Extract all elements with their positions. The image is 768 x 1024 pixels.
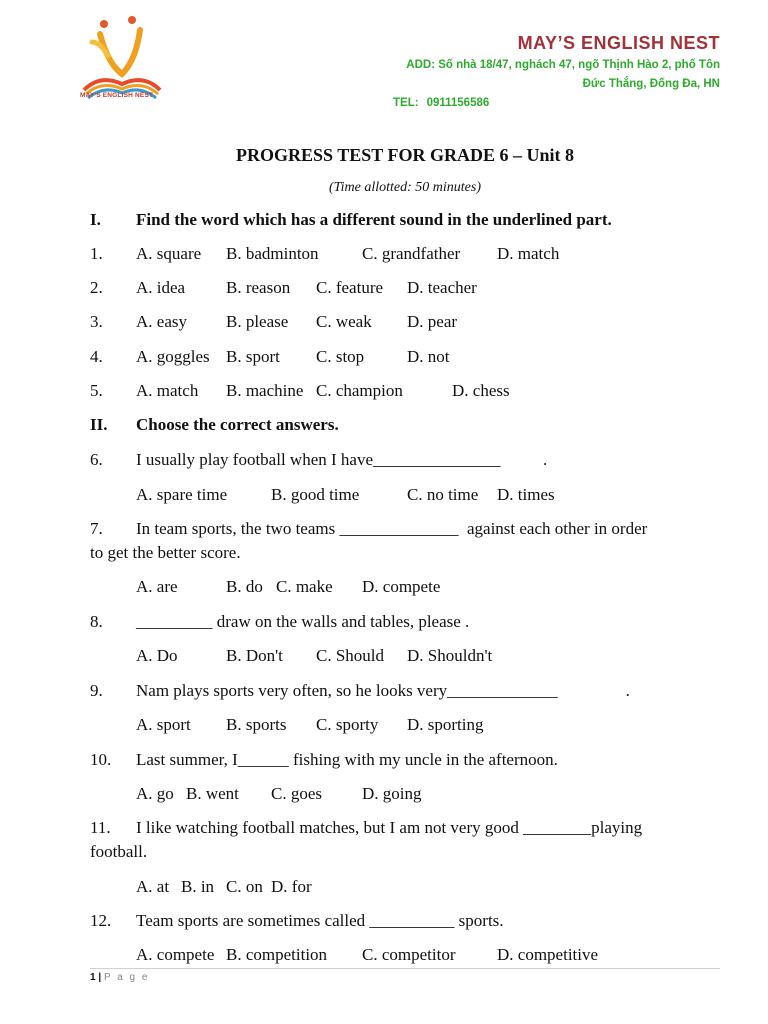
question-number: 1. bbox=[90, 244, 103, 263]
option-c: C. grandfather bbox=[362, 244, 461, 263]
option-a: A. goggles bbox=[136, 347, 210, 366]
option-b: B. Don't bbox=[226, 646, 283, 665]
time-allotted: (Time allotted: 50 minutes) bbox=[328, 180, 482, 195]
option-b: B. sport bbox=[226, 347, 280, 366]
option-a: A. at bbox=[136, 877, 170, 896]
question-number: 5. bbox=[90, 381, 103, 400]
option-c: C. no time bbox=[407, 485, 479, 504]
question-number: 8. bbox=[90, 612, 103, 631]
question-number: 4. bbox=[90, 347, 103, 366]
address-line-2: Đức Thắng, Đống Đa, HN bbox=[582, 78, 720, 90]
option-d: D. pear bbox=[407, 312, 458, 331]
option-b: B. in bbox=[181, 877, 215, 896]
section-title: Find the word which has a different sound in the underlined part. bbox=[136, 210, 612, 229]
page-number: 1 bbox=[90, 972, 96, 983]
option-a: A. easy bbox=[136, 312, 187, 331]
option-b: B. went bbox=[186, 784, 239, 803]
option-d: D. match bbox=[497, 244, 560, 263]
question-number: 7. bbox=[90, 519, 103, 538]
brand-name: MAY’S ENGLISH NEST bbox=[517, 33, 720, 53]
option-d: D. sporting bbox=[407, 715, 484, 734]
option-d: D. going bbox=[362, 784, 422, 803]
question-text: _________ draw on the walls and tables, please . bbox=[136, 612, 470, 631]
tel-label: TEL: bbox=[393, 97, 419, 109]
address-line-1: ADD: Số nhà 18/47, nghách 47, ngõ Thịnh Hào 2, phố Tôn bbox=[406, 59, 720, 71]
section-number: II. bbox=[90, 415, 108, 434]
option-c: C. make bbox=[276, 577, 333, 596]
question-number: 6. bbox=[90, 450, 103, 469]
option-d: D. chess bbox=[452, 381, 510, 400]
tel-number: 0911156586 bbox=[426, 97, 490, 109]
option-a: A. spare time bbox=[136, 485, 228, 504]
option-c: C. weak bbox=[316, 312, 372, 331]
option-d: D. compete bbox=[362, 577, 441, 596]
option-b: B. sports bbox=[226, 715, 287, 734]
section-title: Choose the correct answers. bbox=[136, 415, 339, 434]
option-b: B. competition bbox=[226, 945, 328, 964]
question-number: 3. bbox=[90, 312, 103, 331]
option-a: A. sport bbox=[136, 715, 191, 734]
logo-text: MAY'S ENGLISH NEST bbox=[80, 92, 154, 99]
logo-figure-icon bbox=[78, 12, 168, 102]
option-c: C. champion bbox=[316, 381, 403, 400]
option-c: C. on bbox=[226, 877, 263, 896]
option-d: D. teacher bbox=[407, 278, 477, 297]
page-separator: | bbox=[98, 972, 102, 983]
option-b: B. badminton bbox=[226, 244, 319, 263]
option-a: A. square bbox=[136, 244, 202, 263]
question-text: Team sports are sometimes called __________ sports. bbox=[136, 911, 504, 930]
option-a: A. are bbox=[136, 577, 178, 596]
telephone bbox=[393, 97, 489, 109]
option-c: C. goes bbox=[271, 784, 322, 803]
question-number: 12. bbox=[90, 911, 112, 930]
option-c: C. sporty bbox=[316, 715, 379, 734]
page-label: P a g e bbox=[103, 972, 150, 983]
question-11-continued: football. bbox=[90, 842, 148, 861]
logo bbox=[78, 12, 168, 102]
option-c: C. Should bbox=[316, 646, 385, 665]
section-number: I. bbox=[90, 210, 101, 229]
page-title: PROGRESS TEST FOR GRADE 6 – Unit 8 bbox=[236, 145, 574, 165]
question-7-continued: to get the better score. bbox=[90, 543, 241, 562]
page-footer bbox=[90, 972, 149, 983]
option-a: A. compete bbox=[136, 945, 215, 964]
option-a: A. match bbox=[136, 381, 199, 400]
option-b: B. please bbox=[226, 312, 289, 331]
option-b: B. do bbox=[226, 577, 263, 596]
option-a: A. go bbox=[136, 784, 174, 803]
question-text: Nam plays sports very often, so he looks very_____________ . bbox=[136, 681, 630, 700]
footer-divider bbox=[90, 968, 720, 969]
option-c: C. feature bbox=[316, 278, 384, 297]
option-d: D. not bbox=[407, 347, 450, 366]
question-number: 2. bbox=[90, 278, 103, 297]
question-number: 10. bbox=[90, 750, 112, 769]
option-d: D. competitive bbox=[497, 945, 599, 964]
question-number: 11. bbox=[90, 818, 111, 837]
option-d: D. for bbox=[271, 877, 312, 896]
question-text: I usually play football when I have_______________ . bbox=[136, 450, 548, 469]
option-c: C. competitor bbox=[362, 945, 456, 964]
option-d: D. times bbox=[497, 485, 555, 504]
option-b: B. reason bbox=[226, 278, 291, 297]
option-c: C. stop bbox=[316, 347, 365, 366]
question-text: I like watching football matches, but I am not very good ________playing bbox=[136, 818, 643, 837]
option-d: D. Shouldn't bbox=[407, 646, 493, 665]
question-text: Last summer, I______ fishing with my uncle in the afternoon. bbox=[136, 750, 558, 769]
option-a: A. idea bbox=[136, 278, 186, 297]
option-b: B. good time bbox=[271, 485, 360, 504]
question-text: In team sports, the two teams ______________ against each other in order bbox=[136, 519, 648, 538]
question-number: 9. bbox=[90, 681, 103, 700]
option-b: B. machine bbox=[226, 381, 304, 400]
option-a: A. Do bbox=[136, 646, 178, 665]
